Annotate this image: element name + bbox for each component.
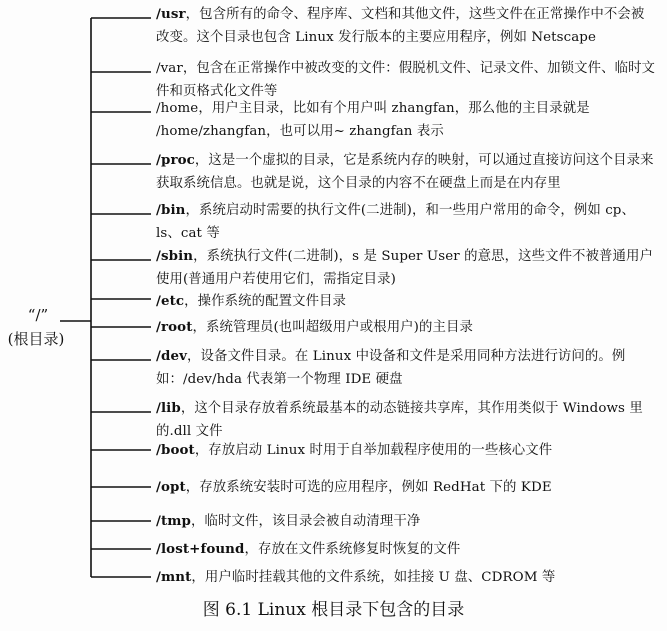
directory-path: /home [156,101,199,116]
directory-description: ，系统启动时需要的执行文件(二进制)，和一些用户常用的命令，例如 cp、ls、cat 等 [156,203,635,241]
directory-description: ，系统执行文件(二进制)，s 是 Super User 的意思，这些文件不被普通用户使用(普通用户若使用它们，需指定目录) [156,249,654,287]
directory-path: /usr [156,6,186,22]
directory-path: /tmp [156,513,192,529]
directory-description: ，存放启动 Linux 时用于自举加载程序使用的一些核心文件 [194,443,553,458]
root-symbol: “/” [27,306,49,324]
directory-entry [156,345,656,391]
directory-path: /mnt [156,569,192,585]
directory-description: ，存放在文件系统修复时恢复的文件 [244,542,461,557]
directory-path: /sbin [156,248,194,264]
root-name: (根目录) [7,330,65,348]
directory-description: ，系统管理员(也叫超级用户或根用户)的主目录 [192,320,473,335]
directory-path: /dev [156,348,187,364]
directory-description: ，包含在正常操作中被改变的文件：假脱机文件、记录文件、加锁文件、临时文件和页格式化文件等 [156,61,656,99]
directory-description: ，用户临时挂载其他的文件系统，如挂接 U 盘、CDROM 等 [191,570,556,585]
directory-entry [156,538,656,561]
directory-entry [156,439,656,462]
directory-description: ，临时文件，该目录会被自动清理干净 [191,514,421,529]
directory-path: /lib [156,400,181,416]
figure-caption: 图 6.1 Linux 根目录下包含的目录 [202,600,465,620]
directory-path: /bin [156,202,186,218]
directory-path: /root [156,319,193,335]
directory-entry [156,3,656,49]
directory-path: /boot [156,442,195,458]
directory-description: ，存放系统安装时可选的应用程序，例如 RedHat 下的 KDE [185,480,552,495]
directory-path: /proc [156,152,195,168]
directory-path: /var [156,61,183,76]
directory-description: ，用户主目录，比如有个用户叫 zhangfan，那么他的主目录就是 /home/zhangfan，也可以用~ zhangfan 表示 [156,101,590,139]
directory-description: ，操作系统的配置文件目录 [184,294,347,309]
directory-path: /lost+found [156,541,245,557]
directory-entry [156,290,656,313]
directory-description: ，包含所有的命令、程序库、文档和其他文件，这些文件在正常操作中不会被改变。这个目录也包含 Linux 发行版本的主要应用程序，例如 Netscape [156,7,645,45]
directory-entry [156,97,656,143]
directory-entry [156,510,656,533]
directory-path: /etc [156,293,185,309]
directory-description: ，这是一个虚拟的目录，它是系统内存的映射，可以通过直接访问这个目录来获取系统信息。也就是说，这个目录的内容不在硬盘上而是在内存里 [156,153,654,191]
directory-path: /opt [156,479,186,495]
directory-entry [156,476,656,499]
directory-entry [156,316,656,339]
directory-entry [156,245,656,291]
directory-entry [156,397,656,443]
directory-description: ，这个目录存放着系统最基本的动态链接共享库，其作用类似于 Windows 里的.dll 文件 [156,401,643,439]
directory-description: ，设备文件目录。在 Linux 中设备和文件是采用同种方法进行访问的。例如：/dev/hda 代表第一个物理 IDE 硬盘 [156,349,626,387]
directory-entry [156,199,656,245]
directory-entry [156,149,656,195]
directory-entry [156,566,656,589]
